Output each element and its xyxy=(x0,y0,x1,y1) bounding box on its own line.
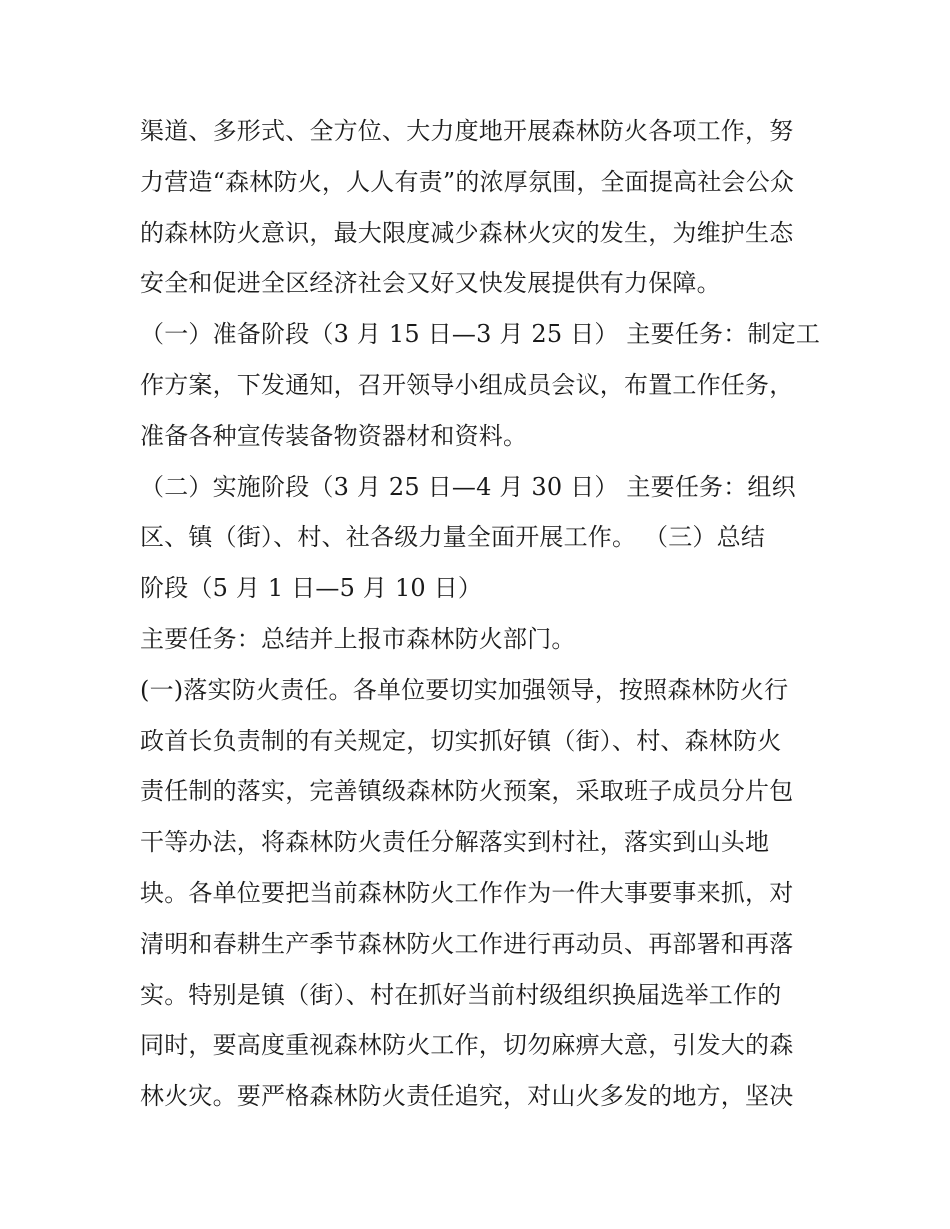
text-line: 政首长负责制的有关规定，切实抓好镇（街）、村、森林防火 xyxy=(140,726,782,755)
text-line: 块。各单位要把当前森林防火工作作为一件大事要事来抓，对 xyxy=(140,878,794,907)
text-line: 的森林防火意识，最大限度减少森林火灾的发生，为维护生态 xyxy=(140,218,794,247)
text-line: 力营造“森林防火，人人有责”的浓厚氛围，全面提高社会公众 xyxy=(140,167,795,196)
document-body xyxy=(140,106,820,1122)
text-line: 实。特别是镇（街）、村在抓好当前村级组织换届选举工作的 xyxy=(140,980,782,1009)
text-line: 安全和促进全区经济社会又好又快发展提供有力保障。 xyxy=(140,269,721,298)
text-line: 清明和春耕生产季节森林防火工作进行再动员、再部署和再落 xyxy=(140,929,794,958)
text-line: （一）准备阶段（3 月 15 日—3 月 25 日） 主要任务：制定工 xyxy=(140,320,821,349)
text-line: （二）实施阶段（3 月 25 日—4 月 30 日） 主要任务：组织 xyxy=(140,472,796,501)
text-line: 作方案，下发通知，召开领导小组成员会议，布置工作任务， xyxy=(140,370,794,399)
text-line: 阶段（5 月 1 日—5 月 10 日） xyxy=(140,574,483,603)
text-line: 主要任务：总结并上报市森林防火部门。 xyxy=(140,624,576,653)
text-line: 同时，要高度重视森林防火工作，切勿麻痹大意，引发大的森 xyxy=(140,1031,794,1060)
text-line: (一)落实防火责任。各单位要切实加强领导，按照森林防火行 xyxy=(140,675,789,704)
text-line: 准备各种宣传装备物资器材和资料。 xyxy=(140,421,528,450)
text-line: 区、镇（街）、村、社各级力量全面开展工作。 （三）总结 xyxy=(140,523,766,552)
text-line: 渠道、多形式、全方位、大力度地开展森林防火各项工作，努 xyxy=(140,117,794,145)
text-line: 干等办法，将森林防火责任分解落实到村社，落实到山头地 xyxy=(140,828,770,857)
text-line: 林火灾。要严格森林防火责任追究，对山火多发的地方，坚决 xyxy=(140,1082,794,1111)
text-line: 责任制的落实，完善镇级森林防火预案，采取班子成员分片包 xyxy=(140,777,794,806)
